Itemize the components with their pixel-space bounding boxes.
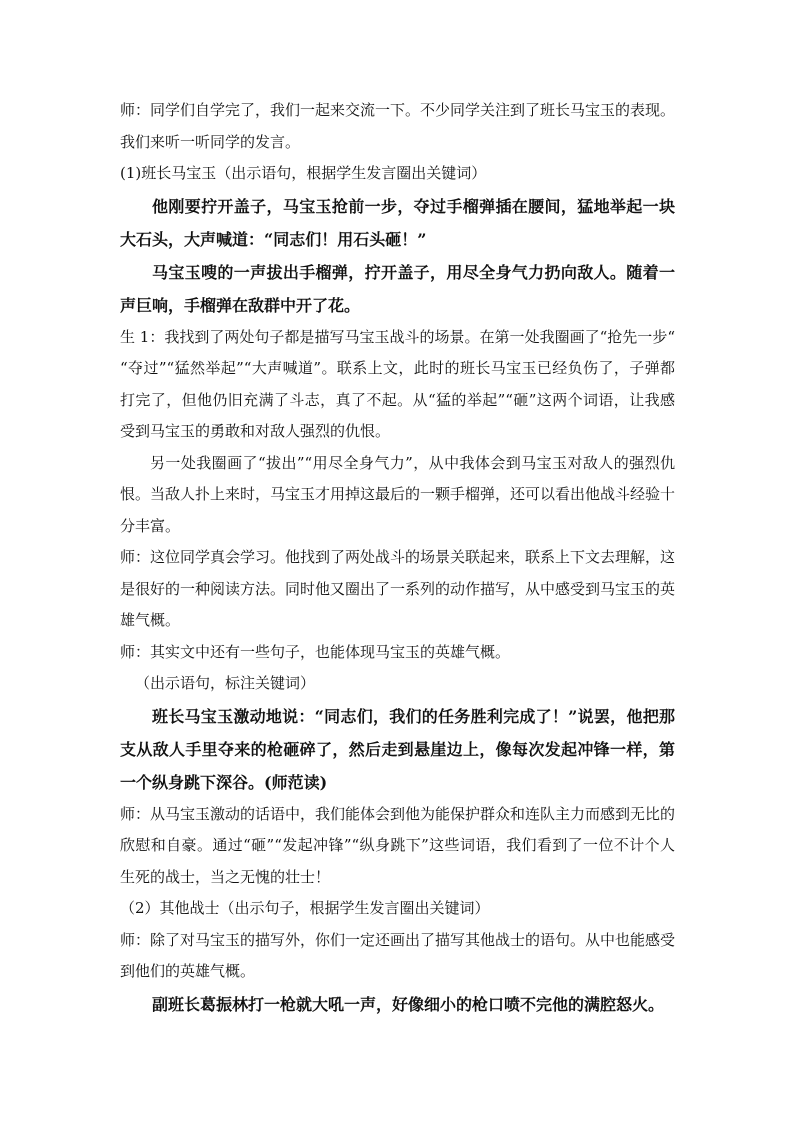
quote-ge-zhenlin: 副班长葛振林打一枪就大吼一声，好像细小的枪口喷不完他的满腔怒火。 bbox=[152, 994, 665, 1014]
paragraph-teacher-intro: 师：同学们自学完了，我们一起来交流一下。不少同学关注到了班长马宝玉的表现。我们来听一听同学的发言。 bbox=[120, 101, 676, 151]
paragraph-teacher-more: 师：其实文中还有一些句子，也能体现马宝玉的英雄气概。 bbox=[120, 642, 511, 661]
paragraph-teacher-summary: 师：从马宝玉激动的话语中，我们能体会到他为能保护群众和连队主力而感到无比的欣慰和自豪。通过“砸”“发起冲锋”“纵身跳下”这些词语，我们看到了一位不计个人生死的战士，当之无愧的壮士！ bbox=[120, 804, 676, 886]
paragraph-student-1-continued: 另一处我圈画了“拔出”“用尽全身气力”，从中我体会到马宝玉对敌人的强烈仇恨。当敌人扑上来时，马宝玉才用掉这最后的一颗手榴弹，还可以看出他战斗经验十分丰富。 bbox=[120, 453, 676, 535]
paragraph-student-1: 生 1：我找到了两处句子都是描写马宝玉战斗的场景。在第一处我圈画了“抢先一步“ “夺过”“猛然举起”“大声喊道”。联系上文，此时的班长马宝玉已经负伤了，子弹都打完了，但他仍旧充满了斗志，真了不起。从“猛的举起”“砸”这两个词语，让我感受到马宝玉的勇敢和对敌人强烈的仇恨。 bbox=[120, 327, 675, 440]
heading-other-soldiers: （2）其他战士（出示句子，根据学生发言圈出关键词） bbox=[120, 899, 490, 917]
quote-mission-complete: 班长马宝玉激动地说：“同志们，我们的任务胜利完成了！”说罢，他把那支从敌人手里夺来的枪砸碎了，然后走到悬崖边上，像每次发起冲锋一样，第一个纵身跳下深谷。(师范读) bbox=[120, 706, 675, 792]
paragraph-show-sentence: （出示语句，标注关键词） bbox=[135, 674, 316, 692]
paragraph-teacher-comment: 师：这位同学真会学习。他找到了两处战斗的场景关联起来，联系上下文去理解，这是很好的一种阅读方法。同时他又圈出了一系列的动作描写，从中感受到马宝玉的英雄气概。 bbox=[120, 548, 676, 629]
quote-grab-grenade: 他刚要拧开盖子，马宝玉抢前一步，夺过手榴弹插在腰间，猛地举起一块大石头，大声喊道：“同志们！用石头砸！” bbox=[120, 196, 675, 249]
document-body bbox=[120, 95, 675, 1021]
quote-throw-grenade: 马宝玉嗖的一声拔出手榴弹，拧开盖子，用尽全身气力扔向敌人。随着一声巨响，手榴弹在敌群中开了花。 bbox=[120, 262, 675, 315]
heading-monitor-mabaoyu: (1)班长马宝玉（出示语句，根据学生发言圈出关键词） bbox=[120, 164, 487, 182]
paragraph-teacher-others: 师：除了对马宝玉的描写外，你们一定还画出了描写其他战士的语句。从中也能感受到他们的英雄气概。 bbox=[120, 930, 676, 980]
